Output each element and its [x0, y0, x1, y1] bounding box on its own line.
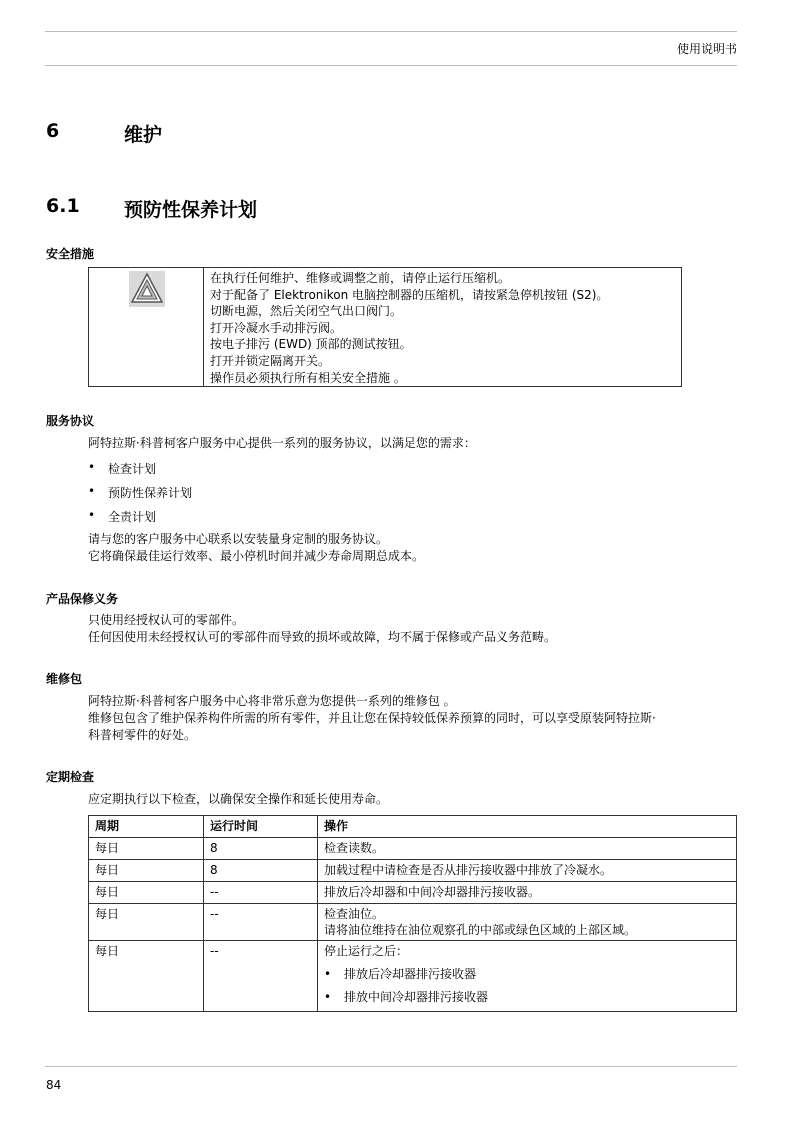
kits-line: 科普柯零件的好处。 — [88, 728, 197, 742]
action-cell: 排放后冷却器和中间冷却器排污接收器。 — [318, 882, 737, 904]
table-row — [89, 882, 737, 904]
warranty-text — [88, 612, 556, 646]
service-note-line: 它将确保最佳运行效率、最小停机时间并减少寿命周期总成本。 — [88, 549, 425, 563]
kits-text — [88, 693, 656, 744]
safety-line: 在执行任何维护、维修或调整之前，请停止运行压缩机。 — [210, 271, 511, 285]
table-header-row — [89, 816, 737, 838]
list-item-text: 全责计划 — [108, 510, 157, 524]
warranty-line: 任何因使用未经授权认可的零部件而导致的损坏或故障，均不属于保修或产品义务范畴。 — [88, 630, 557, 644]
hours-cell: -- — [204, 904, 318, 941]
service-note-line: 请与您的客户服务中心联系以安装量身定制的服务协议。 — [88, 532, 389, 546]
period-cell: 每日 — [89, 882, 204, 904]
hours-cell: 8 — [204, 860, 318, 882]
column-header-hours: 运行时间 — [204, 816, 318, 838]
action-line: 检查油位。 — [324, 907, 385, 921]
column-header-period: 周期 — [89, 816, 204, 838]
list-item-text: 检查计划 — [108, 462, 157, 476]
safety-line: 切断电源，然后关闭空气出口阀门。 — [210, 304, 403, 319]
table-row — [89, 904, 737, 941]
hours-cell: -- — [204, 882, 318, 904]
bullet-marker: • — [324, 967, 332, 981]
kits-heading: 维修包 — [46, 672, 83, 686]
service-note — [88, 531, 424, 565]
page-number: 84 — [46, 1078, 62, 1092]
inspection-heading: 定期检查 — [46, 770, 95, 784]
table-row — [89, 838, 737, 860]
period-cell: 每日 — [89, 904, 204, 941]
action-line: 停止运行之后： — [324, 944, 409, 958]
safety-line: 按电子排污 (EWD) 顶部的测试按钮。 — [210, 337, 412, 352]
table-row — [89, 941, 737, 1012]
kits-line: 阿特拉斯·科普柯客户服务中心将非常乐意为您提供一系列的维修包 。 — [88, 694, 456, 708]
action-cell: 检查读数。 — [318, 838, 737, 860]
warranty-heading: 产品保修义务 — [46, 592, 119, 606]
list-item-text: 预防性保养计划 — [108, 486, 193, 500]
document-type-label: 使用说明书 — [676, 42, 737, 56]
action-cell: 加载过程中请检查是否从排污接收器中排放了冷凝水。 — [318, 860, 737, 882]
service-heading: 服务协议 — [46, 414, 95, 428]
safety-box — [88, 267, 682, 387]
safety-line: 打开冷凝水手动排污阀。 — [210, 320, 343, 335]
table-row — [89, 860, 737, 882]
period-cell: 每日 — [89, 838, 204, 860]
safety-line: 打开并锁定隔离开关。 — [210, 353, 331, 368]
safety-instructions — [210, 270, 608, 386]
list-item-text: 排放后冷却器排污接收器 — [344, 967, 477, 981]
section-number: 6.1 — [46, 195, 80, 217]
safety-icon-cell — [89, 268, 204, 386]
warning-triangle-icon — [129, 271, 165, 307]
inspection-table — [88, 815, 737, 1012]
section-title: 预防性保养计划 — [124, 199, 258, 221]
bullet-marker: • — [324, 990, 332, 1004]
safety-heading: 安全措施 — [46, 247, 95, 261]
kits-line: 维修包包含了维护保养构件所需的所有零件，并且让您在保持较低保养预算的同时，可以享受原装阿特拉斯· — [88, 711, 656, 725]
bullet-marker: • — [88, 484, 96, 498]
hours-cell: 8 — [204, 838, 318, 860]
service-intro: 阿特拉斯·科普柯客户服务中心提供一系列的服务协议，以满足您的需求： — [88, 436, 476, 450]
hours-cell: -- — [204, 941, 318, 1012]
column-header-action: 操作 — [318, 816, 737, 838]
action-line: 请将油位维持在油位观察孔的中部或绿色区域的上部区域。 — [324, 923, 637, 937]
header-rule-top — [45, 31, 737, 32]
footer-rule — [45, 1066, 737, 1067]
chapter-title: 维护 — [124, 124, 163, 146]
bullet-marker: • — [88, 508, 96, 522]
chapter-number: 6 — [46, 120, 60, 142]
safety-line: 对于配备了 Elektronikon 电脑控制器的压缩机，请按紧急停机按钮 (S2)。 — [210, 287, 609, 302]
list-item — [324, 989, 730, 1005]
action-cell — [318, 941, 737, 1012]
safety-line: 操作员必须执行所有相关安全措施 。 — [210, 370, 406, 385]
bullet-marker: • — [88, 460, 96, 474]
inspection-intro: 应定期执行以下检查，以确保安全操作和延长使用寿命。 — [88, 792, 389, 806]
action-cell — [318, 904, 737, 941]
list-item — [324, 966, 730, 982]
header-rule-bottom — [45, 65, 737, 66]
list-item-text: 排放中间冷却器排污接收器 — [344, 990, 489, 1004]
warranty-line: 只使用经授权认可的零部件。 — [88, 613, 245, 627]
period-cell: 每日 — [89, 941, 204, 1012]
period-cell: 每日 — [89, 860, 204, 882]
